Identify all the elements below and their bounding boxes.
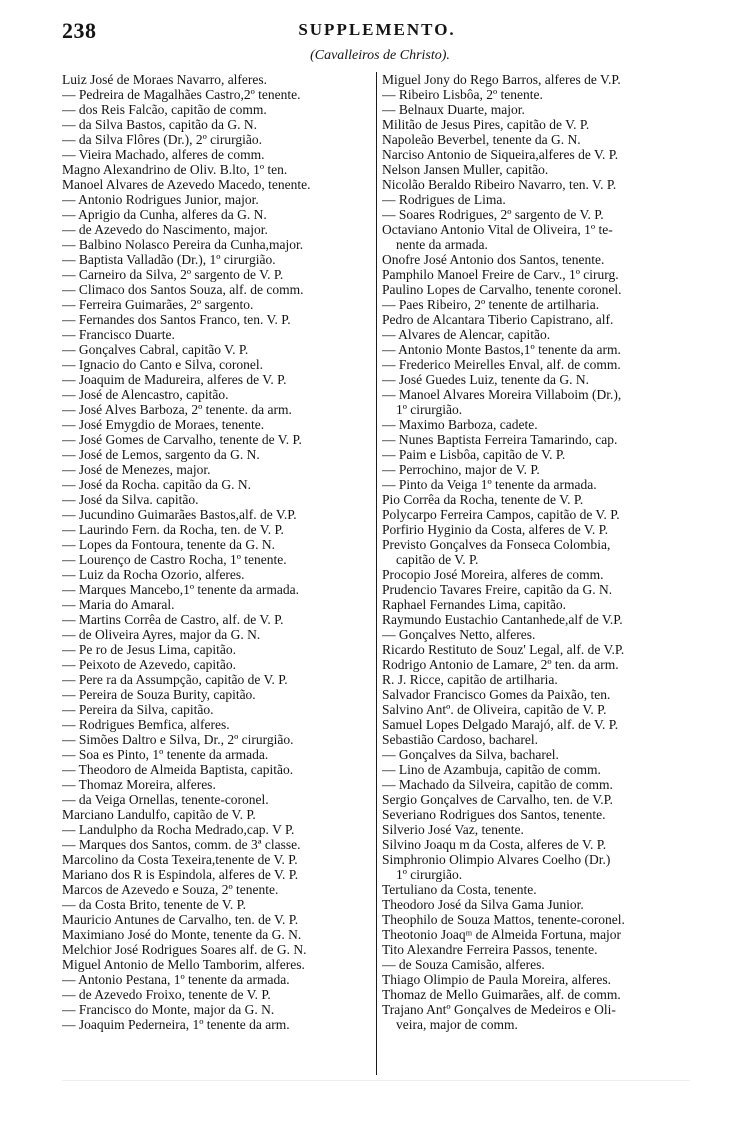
left-column [62, 72, 380, 1032]
left-column-entry: — Pedreira de Magalhães Castro,2º tenente. [62, 87, 301, 102]
right-column-entry: Raphael Fernandes Lima, capitão. [382, 597, 567, 612]
left-column-entry: — Laurindo Fern. da Rocha, ten. de V. P. [62, 522, 284, 537]
left-column-entry: — dos Reis Falcão, capitão de comm. [62, 102, 267, 117]
right-column-entry: 1º cirurgião. [396, 867, 463, 882]
right-column-entry: Militão de Jesus Pires, capitão de V. P. [382, 117, 590, 132]
right-column-entry: Salvino Antº. de Oliveira, capitão de V. P. [382, 702, 607, 717]
right-column-entry: — Lino de Azambuja, capitão de comm. [382, 762, 601, 777]
right-column-entry: Simphronio Olimpio Alvares Coelho (Dr.) [382, 852, 611, 867]
left-column-entry: — Climaco dos Santos Souza, alf. de comm. [62, 282, 304, 297]
right-column-entry: capitão de V. P. [396, 552, 479, 567]
left-column-entry: Marciano Landulfo, capitão de V. P. [62, 807, 256, 822]
left-column-entry: — de Oliveira Ayres, major da G. N. [62, 627, 261, 642]
right-column-entry: Tito Alexandre Ferreira Passos, tenente. [382, 942, 598, 957]
left-column-entry: — Fernandes dos Santos Franco, ten. V. P. [62, 312, 291, 327]
left-column-entry: — José Gomes de Carvalho, tenente de V. P. [62, 432, 302, 447]
left-column-entry: — Rodrigues Bemfica, alferes. [62, 717, 230, 732]
left-column-entry: — Aprigio da Cunha, alferes da G. N. [62, 207, 267, 222]
page-number: 238 [62, 18, 97, 43]
left-column-entry: — Thomaz Moreira, alferes. [62, 777, 216, 792]
right-column-entry: Rodrigo Antonio de Lamare, 2º ten. da arm. [382, 657, 619, 672]
left-column-entry: — José Emygdio de Moraes, tenente. [62, 417, 265, 432]
right-column-entry: Onofre José Antonio dos Santos, tenente. [382, 252, 605, 267]
right-column-entry: — Rodrigues de Lima. [382, 192, 506, 207]
left-column-entry: — Marques dos Santos, comm. de 3ª classe. [62, 837, 301, 852]
right-column-entry: — Gonçalves da Silva, bacharel. [382, 747, 559, 762]
right-column-entry: — Manoel Alvares Moreira Villaboim (Dr.), [382, 387, 622, 402]
right-column-entry: veira, major de comm. [396, 1017, 518, 1032]
right-column-entry: — Paes Ribeiro, 2º tenente de artilharia. [382, 297, 600, 312]
right-column-entry: — Soares Rodrigues, 2º sargento de V. P. [382, 207, 604, 222]
right-column-entry: nente da armada. [396, 237, 488, 252]
right-column-entry: Napoleão Beverbel, tenente da G. N. [382, 132, 581, 147]
right-column-entry: — Pinto da Veiga 1º tenente da armada. [382, 477, 597, 492]
right-column-entry: Prudencio Tavares Freire, capitão da G. N. [382, 582, 613, 597]
running-title: SUPPLEMENTO. [298, 20, 456, 39]
left-column-entry: — da Veiga Ornellas, tenente-coronel. [62, 792, 269, 807]
left-column-entry: — Baptista Valladão (Dr.), 1º cirurgião. [62, 252, 276, 267]
right-column-entry: Salvador Francisco Gomes da Paixão, ten. [382, 687, 611, 702]
left-column-entry: — Peixoto de Azevedo, capitão. [62, 657, 236, 672]
left-column-entry: — Maria do Amaral. [62, 597, 175, 612]
right-column-entry: — Gonçalves Netto, alferes. [382, 627, 536, 642]
section-heading: (Cavalleiros de Christo). [310, 48, 450, 63]
right-column [382, 72, 700, 1032]
left-column-entry: Luiz José de Moraes Navarro, alferes. [62, 72, 268, 87]
left-column-entry: — Ferreira Guimarães, 2º sargento. [62, 297, 254, 312]
left-column-entry: — Ignacio do Canto e Silva, coronel. [62, 357, 263, 372]
right-column-entry: 1º cirurgião. [396, 402, 463, 417]
right-column-entry: Severiano Rodrigues dos Santos, tenente. [382, 807, 606, 822]
right-column-entry: Octaviano Antonio Vital de Oliveira, 1º te- [382, 222, 613, 237]
right-column-entry: — José Guedes Luiz, tenente da G. N. [382, 372, 589, 387]
left-column-entry: — Pereira de Souza Burity, capitão. [62, 687, 256, 702]
left-column-entry: — Soa es Pinto, 1º tenente da armada. [62, 747, 269, 762]
right-column-entry: Theodoro José da Silva Gama Junior. [382, 897, 584, 912]
right-column-entry: — Maximo Barboza, cadete. [382, 417, 538, 432]
left-column-entry: — Theodoro de Almeida Baptista, capitão. [62, 762, 294, 777]
left-column-entry: — José da Silva. capitão. [62, 492, 199, 507]
column-divider [376, 72, 377, 1075]
left-column-entry: — Vieira Machado, alferes de comm. [62, 147, 265, 162]
right-column-entry: Samuel Lopes Delgado Marajó, alf. de V. P. [382, 717, 619, 732]
left-column-entry: — Jucundino Guimarães Bastos,alf. de V.P. [62, 507, 297, 522]
left-column-entry: Marcolino da Costa Texeira,tenente de V. P. [62, 852, 298, 867]
right-column-entry: Pedro de Alcantara Tiberio Capistrano, alf. [382, 312, 614, 327]
left-column-entry: — Francisco Duarte. [62, 327, 175, 342]
right-column-entry: Sergio Gonçalves de Carvalho, ten. de V.P. [382, 792, 613, 807]
right-column-entry: — Nunes Baptista Ferreira Tamarindo, cap. [382, 432, 618, 447]
right-column-entry: Nelson Jansen Muller, capitão. [382, 162, 549, 177]
left-column-entry: — José de Lemos, sargento da G. N. [62, 447, 260, 462]
right-column-entry: Narciso Antonio de Siqueira,alferes de V. P. [382, 147, 619, 162]
page-bottom-margin [62, 1080, 690, 1081]
left-column-entry: — José Alves Barboza, 2º tenente. da arm. [62, 402, 292, 417]
left-column-entry: — Pe ro de Jesus Lima, capitão. [62, 642, 236, 657]
left-column-entry: — Balbino Nolasco Pereira da Cunha,major. [62, 237, 304, 252]
left-column-entry: — Marques Mancebo,1º tenente da armada. [62, 582, 299, 597]
left-column-entry: — Lourenço de Castro Rocha, 1º tenente. [62, 552, 287, 567]
left-column-entry: — da Silva Flôres (Dr.), 2º cirurgião. [62, 132, 263, 147]
right-column-entry: — Machado da Silveira, capitão de comm. [382, 777, 613, 792]
right-column-entry: Theophilo de Souza Mattos, tenente-coronel. [382, 912, 625, 927]
left-column-entry: Miguel Antonio de Mello Tamborim, alferes. [62, 957, 305, 972]
left-column-entry: — José de Alencastro, capitão. [62, 387, 229, 402]
left-column-entry: — Luiz da Rocha Ozorio, alferes. [62, 567, 245, 582]
left-column-entry: — José da Rocha. capitão da G. N. [62, 477, 251, 492]
right-column-entry: Polycarpo Ferreira Campos, capitão de V. P. [382, 507, 620, 522]
left-column-entry: — Pere ra da Assumpção, capitão de V. P. [62, 672, 288, 687]
right-column-entry: — Antonio Monte Bastos,1º tenente da arm. [382, 342, 621, 357]
right-column-entry: Silverio José Vaz, tenente. [382, 822, 524, 837]
right-column-entry: Previsto Gonçalves da Fonseca Colombia, [382, 537, 611, 552]
left-column-entry: — Joaquim de Madureira, alferes de V. P. [62, 372, 287, 387]
right-column-entry: Theotonio Joaqᵐ de Almeida Fortuna, major [382, 927, 622, 942]
left-column-entry: — Carneiro da Silva, 2º sargento de V. P. [62, 267, 284, 282]
right-column-entry: — Paim e Lisbôa, capitão de V. P. [382, 447, 566, 462]
right-column-entry: Silvino Joaqu m da Costa, alferes de V. P. [382, 837, 607, 852]
left-column-entry: — José de Menezes, major. [62, 462, 211, 477]
left-column-entry: Magno Alexandrino de Oliv. B.lto, 1º ten. [62, 162, 288, 177]
right-column-entry: Pio Corrêa da Rocha, tenente de V. P. [382, 492, 584, 507]
right-column-entry: Miguel Jony do Rego Barros, alferes de V.P. [382, 72, 621, 87]
left-column-entry: Marcos de Azevedo e Souza, 2º tenente. [62, 882, 279, 897]
left-column-entry: — Antonio Rodrigues Junior, major. [62, 192, 259, 207]
left-column-entry: — da Silva Bastos, capitão da G. N. [62, 117, 257, 132]
right-column-entry: Sebastião Cardoso, bacharel. [382, 732, 538, 747]
left-column-entry: — da Costa Brito, tenente de V. P. [62, 897, 246, 912]
left-column-entry: — Antonio Pestana, 1º tenente da armada. [62, 972, 290, 987]
right-column-entry: R. J. Ricce, capitão de artilharia. [382, 672, 558, 687]
right-column-entry: Raymundo Eustachio Cantanhede,alf de V.P. [382, 612, 623, 627]
right-column-entry: Procopio José Moreira, alferes de comm. [382, 567, 604, 582]
left-column-entry: — Gonçalves Cabral, capitão V. P. [62, 342, 249, 357]
right-column-entry: Pamphilo Manoel Freire de Carv., 1º cirurg. [382, 267, 619, 282]
right-column-entry: Nicolão Beraldo Ribeiro Navarro, ten. V. P. [382, 177, 617, 192]
left-column-entry: Mariano dos R is Espindola, alferes de V. P. [62, 867, 299, 882]
left-column-entry: — Francisco do Monte, major da G. N. [62, 1002, 275, 1017]
right-column-entry: Thomaz de Mello Guimarães, alf. de comm. [382, 987, 621, 1002]
left-column-entry: Melchior José Rodrigues Soares alf. de G. N. [62, 942, 307, 957]
right-column-entry: Paulino Lopes de Carvalho, tenente coronel. [382, 282, 622, 297]
left-column-entry: — de Azevedo Froixo, tenente de V. P. [62, 987, 271, 1002]
right-column-entry: — Perrochino, major de V. P. [382, 462, 540, 477]
left-column-entry: Manoel Alvares de Azevedo Macedo, tenente. [62, 177, 311, 192]
right-column-entry: Ricardo Restituto de Souz' Legal, alf. de V.P. [382, 642, 625, 657]
left-column-entry: — Joaquim Pederneira, 1º tenente da arm. [62, 1017, 290, 1032]
page-header [62, 18, 692, 48]
left-column-entry: — Martins Corrêa de Castro, alf. de V. P. [62, 612, 284, 627]
left-column-entry: Maximiano José do Monte, tenente da G. N. [62, 927, 302, 942]
left-column-entry: — Lopes da Fontoura, tenente da G. N. [62, 537, 275, 552]
right-column-entry: Thiago Olimpio de Paula Moreira, alferes. [382, 972, 612, 987]
right-column-entry: Porfirio Hyginio da Costa, alferes de V. P. [382, 522, 608, 537]
right-column-entry: Tertuliano da Costa, tenente. [382, 882, 537, 897]
right-column-entry: — Alvares de Alencar, capitão. [382, 327, 551, 342]
right-column-entry: — Belnaux Duarte, major. [382, 102, 525, 117]
left-column-entry: — Landulpho da Rocha Medrado,cap. V P. [62, 822, 295, 837]
right-column-entry: — Ribeiro Lisbôa, 2º tenente. [382, 87, 543, 102]
left-column-entry: — de Azevedo do Nascimento, major. [62, 222, 268, 237]
right-column-entry: — de Souza Camisão, alferes. [382, 957, 545, 972]
left-column-entry: Mauricio Antunes de Carvalho, ten. de V. P. [62, 912, 299, 927]
left-column-entry: — Pereira da Silva, capitão. [62, 702, 214, 717]
right-column-entry: — Frederico Meirelles Enval, alf. de comm. [382, 357, 621, 372]
right-column-entry: Trajano Antº Gonçalves de Medeiros e Oli- [382, 1002, 616, 1017]
left-column-entry: — Simões Daltro e Silva, Dr., 2º cirurgião. [62, 732, 294, 747]
